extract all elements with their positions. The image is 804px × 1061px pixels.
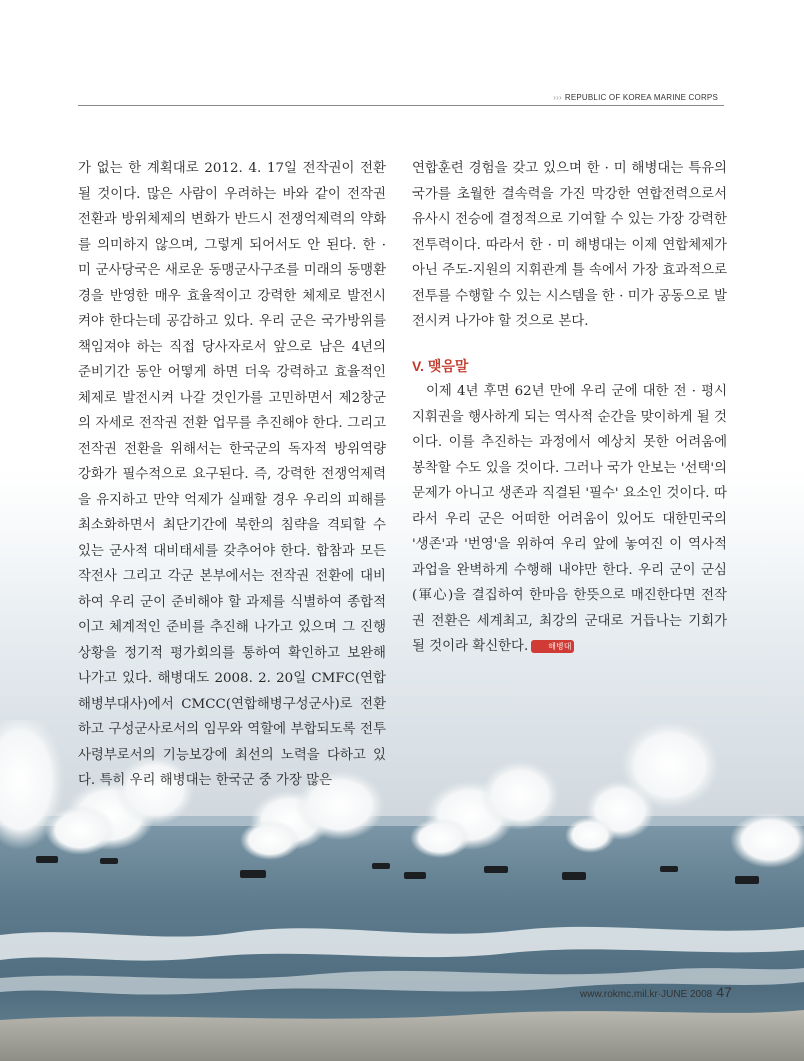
running-header [553, 93, 718, 102]
body-paragraph-right-1: 연합훈련 경험을 갖고 있으며 한 · 미 해병대는 특유의 국가를 초월한 결속력을 가진 막강한 연합전력으로서 유사시 전승에 결정적으로 기여할 수 있는 가장 강력한 전투력이다. 따라서 한 · 미 해병대는 이제 연합체제가 아닌 주도-지원의 지휘관계 틀 속에서 가장 효과적으로 전투를 수행할 수 있는 시스템을 한 · 미가 공동으로 발전시켜 나가야 할 것으로 본다. [412, 161, 727, 329]
body-text-left: 가 없는 한 계획대로 2012. 4. 17일 전작권이 전환될 것이다. 많은 사람이 우려하는 바와 같이 전작권 전환과 방위체제의 변화가 반드시 전쟁억제력의 약화를 의미하지 않으며, 그렇게 되어서도 안 된다. 한 · 미 군사당국은 새로운 동맹군사구조를 미래의 동맹환경을 반영한 매우 효율적이고 강력한 체제로 발전시켜야 한다는데 공감하고 있다. 우리 군은 국가방위를 책임져야 하는 직접 당사자로서 앞으로 남은 4년의 준비기간 동안 어떻게 하면 더욱 강력하고 효율적인 체제로 발전시켜 나갈 것인가를 고민하면서 제2창군의 자세로 전작권 전환 업무를 추진해야 한다. 그리고 전작권 전환을 위해서는 한국군의 독자적 방위역량 강화가 필수적으로 요구된다. 즉, 강력한 전쟁억제력을 유지하고 만약 억제가 실패할 경우 우리의 피해를 최소화하면서 최단기간에 북한의 침략을 격퇴할 수 있는 군사적 대비태세를 갖추어야 한다. 합참과 모든 작전사 그리고 각군 본부에서는 전작권 전환에 대비하여 우리 군이 준비해야 할 과제를 식별하여 종합적이고 체계적인 준비를 추진해 나가고 있으며 그 진행상황을 정기적 평가회의를 통하여 확인하고 보완해 나가고 있다. 해병대도 2008. 2. 20일 CMFC(연합해병부대사)에서 CMCC(연합해병구성군사)로 전환하고 구성군사로서의 임무와 역할에 부합되도록 전투사령부로서의 기능보강에 최선의 노력을 다하고 있다. 특히 우리 해병대는 한국군 중 가장 많은 [78, 161, 386, 788]
page-number: 47 [716, 984, 732, 1000]
body-paragraph-right-2 [412, 379, 727, 660]
running-title: REPUBLIC OF KOREA MARINE CORPS [564, 93, 718, 102]
end-mark-badge: 해병대 [531, 640, 574, 653]
footer-url-date: www.rokmc.mil.kr·JUNE 2008 [580, 989, 713, 1000]
chevron-icon: ››› [553, 93, 562, 102]
left-column [78, 156, 386, 794]
section-heading: V. 맺음말 [412, 357, 469, 374]
header-divider [78, 105, 724, 106]
page-footer [580, 984, 732, 1000]
right-column [412, 156, 727, 660]
closing-text: 이제 4년 후면 62년 만에 우리 군에 대한 전 · 평시 지휘권을 행사하게 되는 역사적 순간을 맞이하게 될 것이다. 이를 추진하는 과정에서 예상치 못한 어려움에 봉착할 수도 있을 것이다. 그러나 국가 안보는 '선택'의 문제가 아니고 생존과 직결된 '필수' 요소인 것이다. 따라서 우리 군은 어떠한 어려움이 있어도 대한민국의 '생존'과 '번영'을 위하여 우리 앞에 놓여진 이 역사적 과업을 완벽하게 수행해 내야만 한다. 우리 군이 군심(軍心)을 결집하여 한마음 한뜻으로 매진한다면 전작권 전환은 세계최고, 최강의 군대로 거듭나는 기회가 될 것이라 확신한다. [412, 384, 727, 654]
